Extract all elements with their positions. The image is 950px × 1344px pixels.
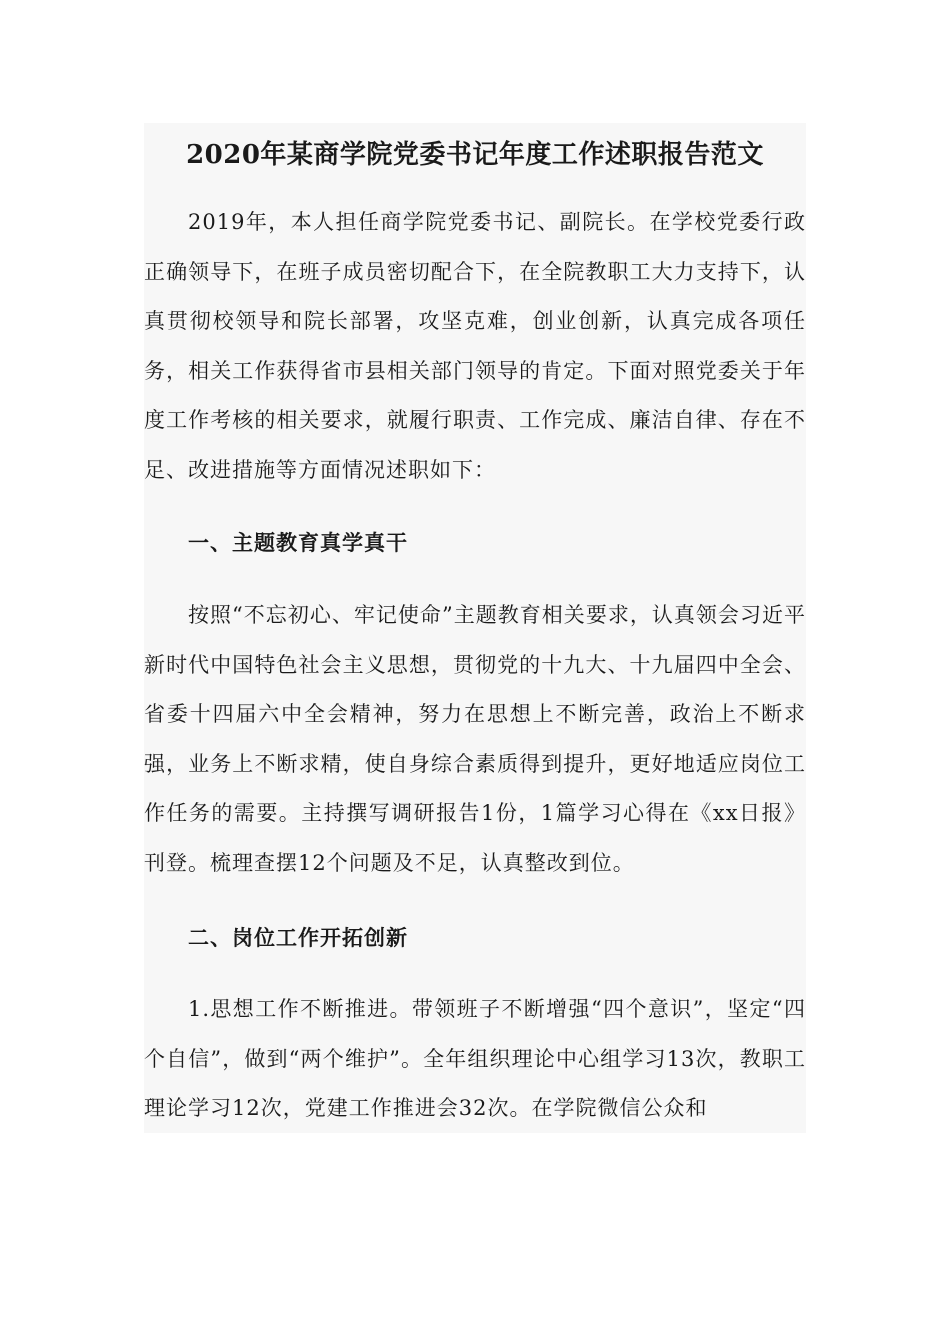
document-title: 2020年某商学院党委书记年度工作述职报告范文 <box>186 140 764 170</box>
section-2-paragraph: 1.思想工作不断推进。带领班子不断增强“四个意识”，坚定“四个自信”，做到“两个维护”。全年组织理论中心组学习13次，教职工理论学习12次，党建工作推进会32次。在学院微信公众和 <box>144 997 806 1121</box>
section-1-paragraph: 按照“不忘初心、牢记使命”主题教育相关要求，认真领会习近平新时代中国特色社会主义思想，贯彻党的十九大、十九届四中全会、省委十四届六中全会精神，努力在思想上不断完善，政治上不断求强，业务上不断求精，使自身综合素质得到提升，更好地适应岗位工作任务的需要。主持撰写调研报告1份，1篇学习心得在《xx日报》刊登。梳理查摆12个问题及不足，认真整改到位。 <box>144 603 806 875</box>
intro-paragraph: 2019年，本人担任商学院党委书记、副院长。在学校党委行政正确领导下，在班子成员密切配合下，在全院教职工大力支持下，认真贯彻校领导和院长部署，攻坚克难，创业创新，认真完成各项任务，相关工作获得省市县相关部门领导的肯定。下面对照党委关于年度工作考核的相关要求，就履行职责、工作完成、廉洁自律、存在不足、改进措施等方面情况述职如下： <box>144 210 806 482</box>
document-page <box>144 123 806 1133</box>
section-heading-1: 一、主题教育真学真干 <box>188 530 408 555</box>
section-heading-2: 二、岗位工作开拓创新 <box>188 925 408 950</box>
